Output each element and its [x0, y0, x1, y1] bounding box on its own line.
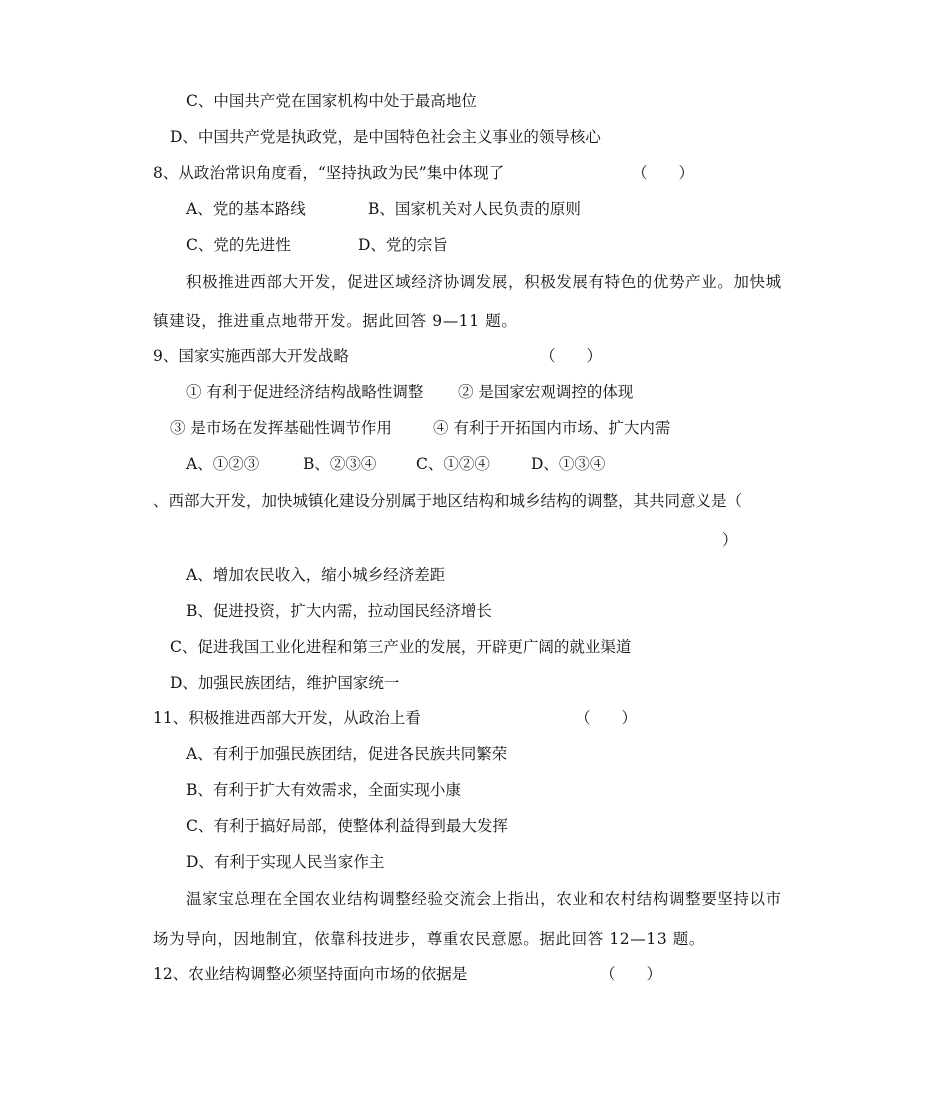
q10-answer-paren-close: ）: [722, 531, 738, 549]
q11-option-c: C、有利于搞好局部，使整体利益得到最大发挥: [186, 817, 508, 835]
q7-option-d: D、中国共产党是执政党，是中国特色社会主义事业的领导核心: [170, 128, 601, 146]
q8-option-b: B、国家机关对人民负责的原则: [368, 200, 581, 218]
q8-option-c: C、党的先进性: [186, 236, 291, 254]
q10-option-b: B、促进投资，扩大内需，拉动国民经济增长: [186, 602, 492, 620]
q11-answer-paren: （ ）: [575, 709, 638, 727]
passage1-line1: 积极推进西部大开发，促进区域经济协调发展，积极发展有特色的优势产业。加快城: [186, 273, 782, 291]
q11-option-b: B、有利于扩大有效需求，全面实现小康: [186, 781, 461, 799]
q9-option-c: C、①②④: [416, 455, 490, 473]
q7-option-c: C、中国共产党在国家机构中处于最高地位: [186, 92, 477, 110]
q10-option-a: A、增加农民收入，缩小城乡经济差距: [186, 566, 446, 584]
q12-stem: 12、农业结构调整必须坚持面向市场的依据是: [153, 965, 468, 983]
q10-option-d: D、加强民族团结，维护国家统一: [170, 674, 400, 692]
q8-option-d: D、党的宗旨: [358, 236, 448, 254]
q9-option-b: B、②③④: [303, 455, 377, 473]
passage2-line2: 场为导向，因地制宜，依靠科技进步，尊重农民意愿。据此回答 12—13 题。: [153, 930, 706, 948]
q11-stem: 11、积极推进西部大开发，从政治上看: [153, 709, 421, 727]
q11-option-a: A、有利于加强民族团结，促进各民族共同繁荣: [186, 745, 508, 763]
q8-option-a: A、党的基本路线: [186, 200, 306, 218]
q9-option-a: A、①②③: [186, 455, 260, 473]
q11-option-d: D、有利于实现人民当家作主: [186, 853, 385, 871]
q9-answer-paren: （ ）: [540, 347, 603, 365]
q10-option-c: C、促进我国工业化进程和第三产业的发展，开辟更广阔的就业渠道: [170, 638, 632, 656]
passage2-line1: 温家宝总理在全国农业结构调整经验交流会上指出，农业和农村结构调整要坚持以市: [186, 890, 782, 908]
q9-item-2: ② 是国家宏观调控的体现: [458, 383, 634, 401]
q9-item-4: ④ 有利于开拓国内市场、扩大内需: [433, 419, 671, 437]
q10-stem: 、西部大开发，加快城镇化建设分别属于地区结构和城乡结构的调整，其共同意义是（: [153, 492, 743, 510]
q9-item-3: ③ 是市场在发挥基础性调节作用: [170, 419, 392, 437]
q8-answer-paren: （ ）: [632, 164, 695, 182]
q9-option-d: D、①③④: [531, 455, 606, 473]
q8-stem: 8、从政治常识角度看，“坚持执政为民”集中体现了: [153, 164, 505, 182]
q9-item-1: ① 有利于促进经济结构战略性调整: [186, 383, 424, 401]
passage1-line2: 镇建设，推进重点地带开发。据此回答 9—11 题。: [153, 312, 518, 330]
q12-answer-paren: （ ）: [600, 965, 663, 983]
q9-stem: 9、国家实施西部大开发战略: [153, 347, 349, 365]
